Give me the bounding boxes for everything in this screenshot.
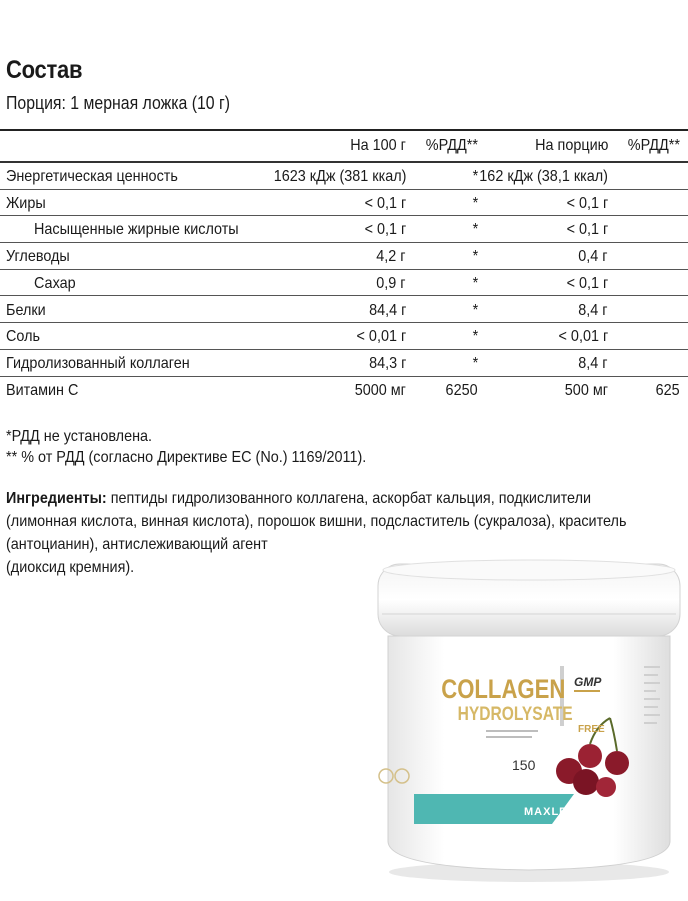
nutrient-name: Углеводы	[6, 248, 70, 266]
page-title: Состав	[6, 56, 83, 84]
rda-per-100g: *	[472, 354, 478, 372]
footnotes	[6, 426, 366, 468]
rda-per-100g: *	[472, 221, 478, 239]
value-per-100g: < 0,01 г	[356, 328, 406, 346]
header-rda-2: %РДД**	[627, 137, 680, 154]
ingredients-line-4: (диоксид кремния).	[6, 559, 135, 576]
rda-per-100g: *	[472, 248, 478, 266]
value-per-portion: 0,4 г	[578, 248, 608, 266]
nutrient-name: Насыщенные жирные кислоты	[34, 221, 239, 239]
value-per-portion: 8,4 г	[578, 301, 608, 319]
product-name-line-2: HYDROLYSATE	[457, 702, 573, 725]
nutrient-name: Энергетическая ценность	[6, 168, 178, 185]
nutrient-name: Сахар	[34, 274, 76, 292]
table-row	[0, 243, 688, 270]
nutrient-name: Жиры	[6, 194, 46, 212]
rda-per-100g: 6250	[445, 381, 478, 399]
header-per-portion: На порцию	[534, 137, 608, 154]
value-per-portion: < 0,1 г	[566, 274, 608, 292]
nutrient-name: Гидролизованный коллаген	[6, 354, 190, 372]
table-row	[0, 163, 688, 190]
value-per-100g: 1623 кДж (381 ккал)	[273, 168, 406, 185]
value-per-portion: 162 кДж (38,1 ккал)	[479, 168, 608, 185]
table-row	[0, 377, 688, 404]
gmp-badge: GMP	[574, 675, 602, 689]
value-per-portion: < 0,1 г	[566, 194, 608, 212]
table-row	[0, 297, 688, 324]
value-per-100g: < 0,1 г	[364, 221, 406, 239]
nutrient-name: Соль	[6, 328, 41, 346]
header-rda-1: %РДД**	[425, 137, 478, 154]
table-row	[0, 190, 688, 217]
ingredients-label: Ингредиенты:	[6, 490, 107, 507]
rda-per-100g: *	[472, 274, 478, 292]
product-name-line-1: COLLAGEN	[441, 675, 566, 705]
value-per-100g: 4,2 г	[376, 248, 406, 266]
value-per-100g: 84,4 г	[368, 301, 406, 319]
table-row	[0, 270, 688, 297]
rda-per-100g: *	[472, 301, 478, 319]
rda-per-100g: *	[472, 194, 478, 212]
rda-per-portion: 625	[655, 381, 680, 399]
value-per-portion: 500 мг	[564, 381, 608, 399]
footnote-1: *РДД не установлена.	[6, 428, 153, 445]
portion-info: Порция: 1 мерная ложка (10 г)	[6, 93, 231, 113]
value-per-portion: < 0,01 г	[558, 328, 608, 346]
product-jar-svg	[374, 556, 684, 886]
ingredients-line-2: (лимонная кислота, винная кислота), порошок вишни, подсластитель (сукралоза), краситель	[6, 513, 627, 530]
value-per-portion: < 0,1 г	[566, 221, 608, 239]
ingredients-line-3: (антоцианин), антислеживающий агент	[6, 536, 268, 553]
table-header-row	[0, 131, 688, 161]
rda-per-100g: *	[472, 328, 478, 346]
footnote-2: ** % от РДД (согласно Директиве ЕС (No.) 1169/2011).	[6, 449, 367, 466]
table-row	[0, 323, 688, 350]
header-per-100g: На 100 г	[350, 137, 406, 154]
serving-count: 150	[512, 757, 536, 773]
brand-logo: MAXLER	[524, 806, 577, 818]
product-jar-image	[374, 556, 684, 886]
lactose-free-badge: FREE	[578, 724, 605, 735]
value-per-100g: < 0,1 г	[364, 194, 406, 212]
table-row	[0, 350, 688, 377]
value-per-100g: 5000 мг	[354, 381, 406, 399]
value-per-100g: 0,9 г	[376, 274, 406, 292]
ingredients-line-1: Ингредиенты: пептиды гидролизованного коллагена, аскорбат кальция, подкислители	[6, 490, 592, 507]
rda-per-100g: *	[472, 168, 478, 185]
value-per-100g: 84,3 г	[368, 354, 406, 372]
nutrient-name: Белки	[6, 301, 46, 319]
table-row	[0, 216, 688, 243]
nutrient-name: Витамин С	[6, 381, 79, 399]
value-per-portion: 8,4 г	[578, 354, 608, 372]
